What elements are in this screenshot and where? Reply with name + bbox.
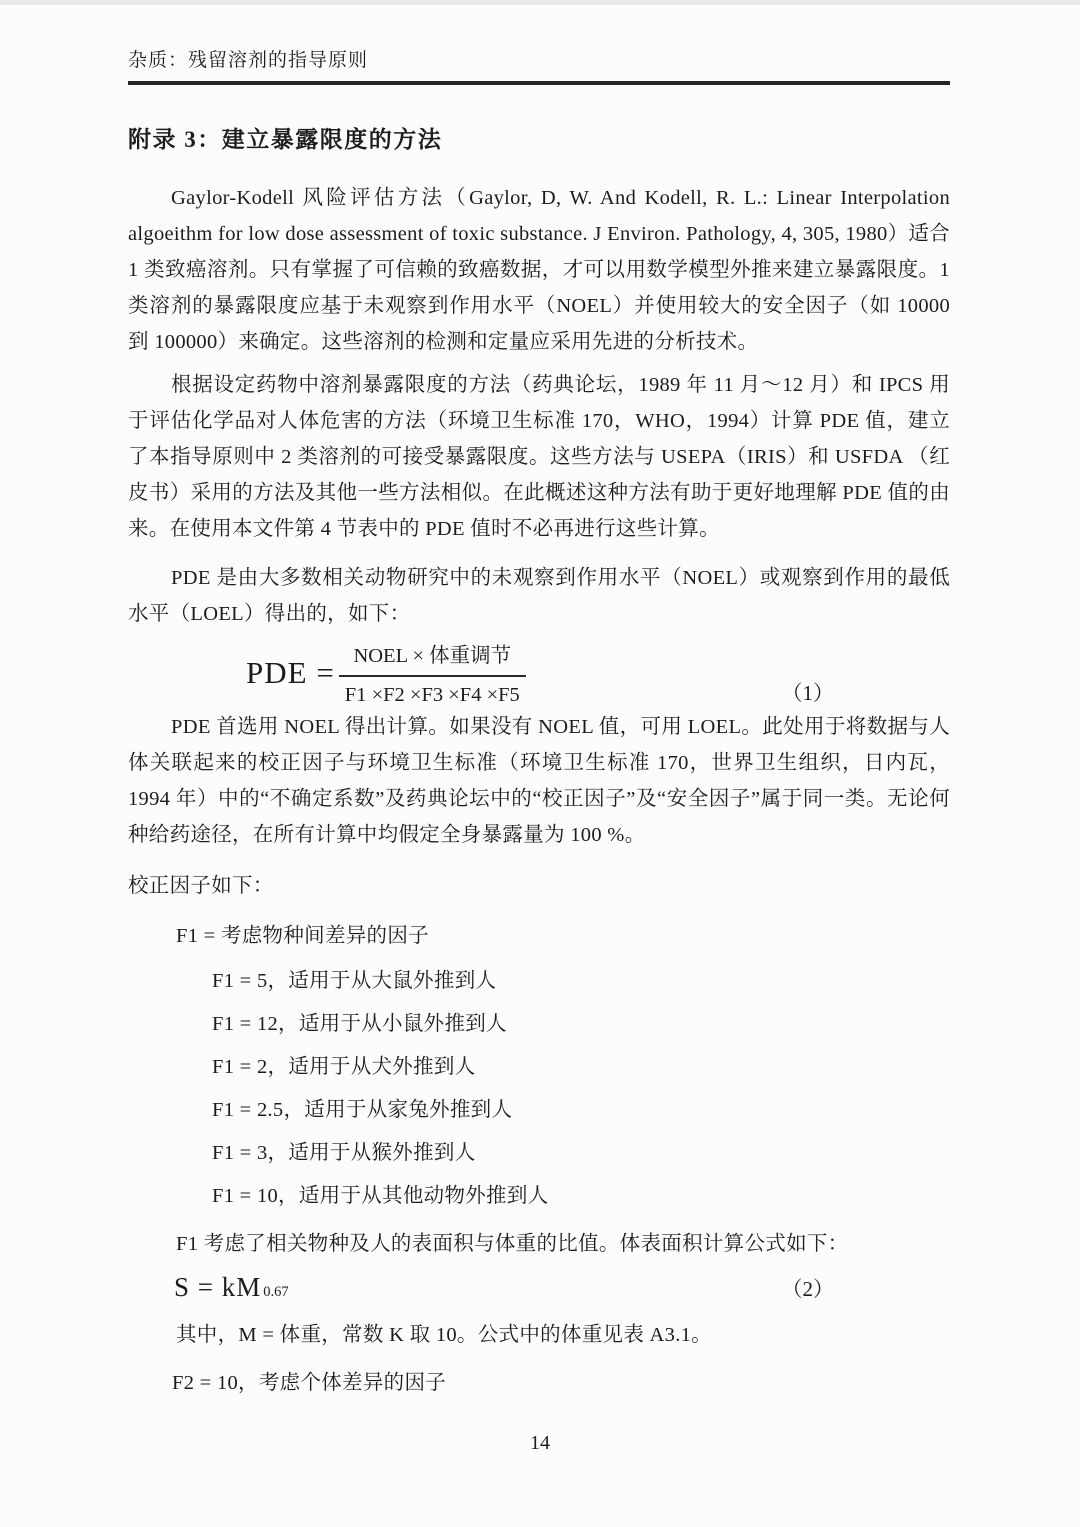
page-content: [0, 45, 1080, 1395]
surface-area-formula: [174, 1272, 950, 1303]
correction-factors-intro: 校正因子如下：: [128, 875, 274, 897]
scan-edge-strip: [0, 0, 1080, 5]
header-rule: [128, 81, 950, 85]
equation-number-1: （1）: [781, 681, 834, 705]
running-header: 杂质：残留溶剂的指导原则: [128, 50, 369, 71]
paragraph-pde-methods: 根据设定药物中溶剂暴露限度的方法（药典论坛，1989 年 11 月～12 月）和 IPCS 用于评估化学品对人体危害的方法（环境卫生标准 170，WHO，1994）计算 PDE 值，建立了本指导原则中 2 类溶剂的可接受暴露限度。这些方法与 USEPA（IRIS）和 USFDA （红皮书）采用的方法及其他一些方法相似。在此概述这种方法有助于更好地理解 PDE 值的由来。在使用本文件第 4 节表中的 PDE 值时不必再进行这些计算。: [128, 374, 950, 540]
body-weight-note: 其中，M = 体重，常数 K 取 10。公式中的体重见表 A3.1。: [176, 1324, 712, 1346]
f1-item-mouse: F1 = 12，适用于从小鼠外推到人: [212, 1013, 507, 1035]
surface-area-formula-base: S = kM: [174, 1272, 262, 1302]
pde-formula-fraction: [339, 638, 526, 707]
page-number: 14: [530, 1432, 550, 1454]
f1-item-rabbit: F1 = 2.5，适用于从家兔外推到人: [212, 1099, 513, 1121]
paragraph-noel-preference: PDE 首选用 NOEL 得出计算。如果没有 NOEL 值，可用 LOEL。此处用于将数据与人体关联起来的校正因子与环境卫生标准（环境卫生标准 170，世界卫生组织，日内瓦，1994 年）中的“不确定系数”及药典论坛中的“校正因子”及“安全因子”属于同一类。无论何种给药途径，在所有计算中均假定全身暴露量为 100 %。: [128, 716, 950, 846]
pde-formula-denominator: F1 ×F2 ×F3 ×F4 ×F5: [344, 684, 520, 706]
f1-item-dog: F1 = 2，适用于从犬外推到人: [212, 1056, 476, 1078]
f1-definition: F1 = 考虑物种间差异的因子: [176, 925, 429, 947]
f1-item-rat: F1 = 5，适用于从大鼠外推到人: [212, 970, 497, 992]
pde-formula-numerator: NOEL × 体重调节: [339, 638, 526, 677]
paragraph-pde-derivation: PDE 是由大多数相关动物研究中的未观察到作用水平（NOEL）或观察到作用的最低水平（LOEL）得出的，如下：: [128, 567, 950, 625]
f1-item-other-animals: F1 = 10，适用于从其他动物外推到人: [212, 1185, 549, 1207]
f1-surface-area-note: F1 考虑了相关物种及人的表面积与体重的比值。体表面积计算公式如下：: [176, 1233, 849, 1255]
surface-area-formula-exponent: 0.67: [263, 1284, 289, 1300]
pde-formula: [246, 638, 950, 707]
pde-formula-lhs: PDE =: [246, 654, 335, 690]
paragraph-gaylor-kodell: Gaylor-Kodell 风险评估方法（Gaylor, D, W. And Kodell, R. L.: Linear Interpolation algoeithm for low dose assessment of toxic substance. J Environ. Pathology, 4, 305, 1980）适合 1 类致癌溶剂。只有掌握了可信赖的致癌数据，才可以用数学模型外推来建立暴露限度。1 类溶剂的暴露限度应基于未观察到作用水平（NOEL）并使用较大的安全因子（如 10000 到 100000）来确定。这些溶剂的检测和定量应采用先进的分析技术。: [128, 187, 950, 353]
f2-definition: F2 = 10，考虑个体差异的因子: [172, 1372, 447, 1394]
equation-number-2: （2）: [781, 1277, 834, 1301]
page-title: 附录 3：建立暴露限度的方法: [128, 127, 443, 152]
f1-item-monkey: F1 = 3，适用于从猴外推到人: [212, 1142, 476, 1164]
